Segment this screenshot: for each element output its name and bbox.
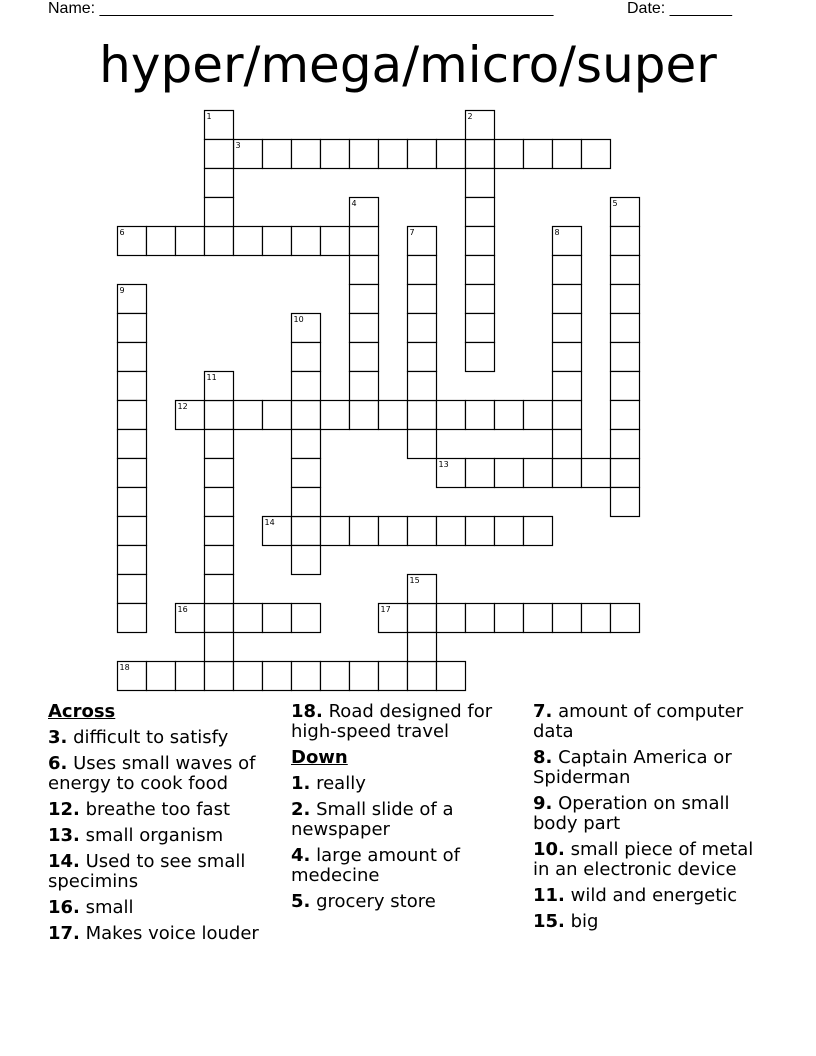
clue-number: 1. xyxy=(291,773,311,794)
grid-cell[interactable] xyxy=(582,140,611,169)
grid-cell[interactable] xyxy=(582,459,611,488)
clue-text: small xyxy=(79,897,134,918)
page-title: hyper/mega/micro/super xyxy=(99,36,717,94)
grid-cell[interactable] xyxy=(466,169,495,198)
grid-cell[interactable] xyxy=(466,111,495,140)
grid-cell[interactable] xyxy=(205,575,234,604)
name-field-label[interactable]: Name: ___________________________________________________ xyxy=(48,0,554,17)
grid-cell[interactable] xyxy=(118,662,147,691)
grid-cell[interactable] xyxy=(118,401,147,430)
grid-cell[interactable] xyxy=(408,633,437,662)
clue-number-label: 5 xyxy=(612,199,618,208)
grid-cell[interactable] xyxy=(118,488,147,517)
clue-number-label: 1 xyxy=(206,112,212,121)
clue-text: small piece of metal in an electronic device xyxy=(533,839,754,880)
clue-item xyxy=(291,702,511,742)
clue-number: 12. xyxy=(48,799,80,820)
grid-cell[interactable] xyxy=(466,140,495,169)
grid-cell[interactable] xyxy=(147,227,176,256)
grid-cell[interactable] xyxy=(205,604,234,633)
grid-cell[interactable] xyxy=(553,227,582,256)
clue-item xyxy=(533,702,773,742)
grid-cell[interactable] xyxy=(321,662,350,691)
grid-cell[interactable] xyxy=(466,256,495,285)
clue-text: Used to see small specimins xyxy=(48,851,246,892)
grid-cell[interactable] xyxy=(234,604,263,633)
grid-cell[interactable] xyxy=(379,662,408,691)
grid-cell[interactable] xyxy=(611,198,640,227)
clue-item xyxy=(533,840,773,880)
grid-cell[interactable] xyxy=(408,575,437,604)
grid-cell[interactable] xyxy=(495,140,524,169)
clue-number-label: 16 xyxy=(177,605,188,614)
grid-cell[interactable] xyxy=(350,285,379,314)
grid-cell[interactable] xyxy=(495,401,524,430)
clue-text: difficult to satisfy xyxy=(67,727,229,748)
grid-cell[interactable] xyxy=(408,256,437,285)
grid-cell[interactable] xyxy=(379,140,408,169)
clue-item xyxy=(533,886,773,906)
grid-cell[interactable] xyxy=(524,140,553,169)
grid-cell[interactable] xyxy=(437,459,466,488)
grid-cell[interactable] xyxy=(611,285,640,314)
grid-cell[interactable] xyxy=(408,662,437,691)
grid-cell[interactable] xyxy=(118,285,147,314)
clue-text: Operation on small body part xyxy=(533,793,730,834)
clue-number: 5. xyxy=(291,891,311,912)
grid-cell[interactable] xyxy=(118,546,147,575)
clue-text: breathe too fast xyxy=(79,799,231,820)
grid-cell[interactable] xyxy=(292,430,321,459)
grid-cell[interactable] xyxy=(205,459,234,488)
clue-text: Makes voice louder xyxy=(79,923,259,944)
grid-cell[interactable] xyxy=(408,430,437,459)
clue-number: 16. xyxy=(48,897,80,918)
clue-number-label: 13 xyxy=(438,460,449,469)
grid-cell[interactable] xyxy=(466,517,495,546)
clue-number-label: 7 xyxy=(409,228,415,237)
header-line xyxy=(48,0,748,20)
grid-cell[interactable] xyxy=(350,517,379,546)
grid-cell[interactable] xyxy=(205,633,234,662)
grid-cell[interactable] xyxy=(118,430,147,459)
grid-cell[interactable] xyxy=(118,343,147,372)
clue-number: 17. xyxy=(48,923,80,944)
clue-column-1 xyxy=(48,702,278,950)
grid-cell[interactable] xyxy=(263,140,292,169)
grid-cell[interactable] xyxy=(234,401,263,430)
grid-cell[interactable] xyxy=(118,372,147,401)
grid-cell[interactable] xyxy=(466,314,495,343)
clue-number-label: 12 xyxy=(177,402,188,411)
clue-number: 13. xyxy=(48,825,80,846)
grid-cell[interactable] xyxy=(611,459,640,488)
grid-cell[interactable] xyxy=(466,227,495,256)
grid-cell[interactable] xyxy=(379,517,408,546)
clue-number-label: 6 xyxy=(119,228,125,237)
grid-cell[interactable] xyxy=(408,227,437,256)
clue-text: Uses small waves of energy to cook food xyxy=(48,753,256,794)
grid-cell[interactable] xyxy=(553,285,582,314)
grid-cell[interactable] xyxy=(466,343,495,372)
grid-cell[interactable] xyxy=(553,430,582,459)
grid-cell[interactable] xyxy=(379,401,408,430)
grid-cell[interactable] xyxy=(350,140,379,169)
grid-cell[interactable] xyxy=(495,604,524,633)
clue-item xyxy=(291,800,511,840)
grid-cell[interactable] xyxy=(176,401,205,430)
grid-cell[interactable] xyxy=(263,401,292,430)
grid-cell[interactable] xyxy=(408,285,437,314)
clue-number: 7. xyxy=(533,701,553,722)
clue-number: 3. xyxy=(48,727,68,748)
grid-cell[interactable] xyxy=(118,314,147,343)
grid-cell[interactable] xyxy=(263,227,292,256)
clue-number-label: 18 xyxy=(119,663,130,672)
grid-cell[interactable] xyxy=(205,140,234,169)
grid-cell[interactable] xyxy=(495,459,524,488)
grid-cell[interactable] xyxy=(321,227,350,256)
grid-cell[interactable] xyxy=(553,343,582,372)
grid-cell[interactable] xyxy=(118,459,147,488)
grid-cell[interactable] xyxy=(292,662,321,691)
grid-cell[interactable] xyxy=(263,604,292,633)
clue-number-label: 4 xyxy=(351,199,357,208)
grid-cell[interactable] xyxy=(118,575,147,604)
grid-cell[interactable] xyxy=(292,488,321,517)
clue-number-label: 11 xyxy=(206,373,217,382)
grid-cell[interactable] xyxy=(611,343,640,372)
grid-cell[interactable] xyxy=(408,140,437,169)
across-heading: Across xyxy=(48,701,116,722)
grid-cell[interactable] xyxy=(553,372,582,401)
grid-cell[interactable] xyxy=(350,372,379,401)
grid-cell[interactable] xyxy=(292,401,321,430)
grid-cell[interactable] xyxy=(466,401,495,430)
clue-item xyxy=(48,924,278,944)
clue-item xyxy=(533,794,773,834)
date-field-label[interactable]: Date: _______ xyxy=(627,0,732,17)
clue-item xyxy=(48,800,278,820)
grid-cell[interactable] xyxy=(611,430,640,459)
grid-cell[interactable] xyxy=(524,517,553,546)
grid-cell[interactable] xyxy=(205,430,234,459)
grid-cell[interactable] xyxy=(466,459,495,488)
clue-number: 6. xyxy=(48,753,68,774)
clue-column-3 xyxy=(533,702,773,938)
grid-cell[interactable] xyxy=(524,401,553,430)
grid-cell[interactable] xyxy=(611,604,640,633)
grid-cell[interactable] xyxy=(350,662,379,691)
grid-cell[interactable] xyxy=(234,227,263,256)
clue-text: grocery store xyxy=(310,891,436,912)
clue-number-label: 3 xyxy=(235,141,241,150)
grid-cell[interactable] xyxy=(321,401,350,430)
clue-item xyxy=(48,728,278,748)
grid-cell[interactable] xyxy=(437,604,466,633)
clue-number: 15. xyxy=(533,911,565,932)
clue-text: Small slide of a newspaper xyxy=(291,799,454,840)
clue-number: 9. xyxy=(533,793,553,814)
clue-text: amount of computer data xyxy=(533,701,744,742)
grid-cell[interactable] xyxy=(408,517,437,546)
grid-cell[interactable] xyxy=(321,517,350,546)
grid-cell[interactable] xyxy=(553,604,582,633)
grid-cell[interactable] xyxy=(611,256,640,285)
clue-item xyxy=(291,846,511,886)
down-heading: Down xyxy=(291,747,348,768)
grid-cell[interactable] xyxy=(205,169,234,198)
clue-number-label: 8 xyxy=(554,228,560,237)
grid-cell[interactable] xyxy=(205,517,234,546)
grid-cell[interactable] xyxy=(408,372,437,401)
clue-number: 10. xyxy=(533,839,565,860)
grid-cell[interactable] xyxy=(205,546,234,575)
grid-cell[interactable] xyxy=(350,314,379,343)
grid-cell[interactable] xyxy=(234,140,263,169)
grid-cell[interactable] xyxy=(147,662,176,691)
grid-cell[interactable] xyxy=(205,401,234,430)
clue-text: large amount of medecine xyxy=(291,845,460,886)
grid-cell[interactable] xyxy=(263,517,292,546)
clue-number: 2. xyxy=(291,799,311,820)
grid-cell[interactable] xyxy=(176,604,205,633)
grid-cell[interactable] xyxy=(292,517,321,546)
clue-item xyxy=(48,754,278,794)
grid-cell[interactable] xyxy=(495,517,524,546)
clue-number-label: 10 xyxy=(293,315,304,324)
grid-cell[interactable] xyxy=(350,227,379,256)
grid-cell[interactable] xyxy=(205,227,234,256)
grid-cell[interactable] xyxy=(292,459,321,488)
clue-number-label: 17 xyxy=(380,605,391,614)
grid-cell[interactable] xyxy=(524,604,553,633)
grid-cell[interactable] xyxy=(582,604,611,633)
clue-item xyxy=(291,892,511,912)
grid-cell[interactable] xyxy=(263,662,292,691)
grid-cell[interactable] xyxy=(205,662,234,691)
grid-cell[interactable] xyxy=(350,256,379,285)
clue-number-label: 2 xyxy=(467,112,473,121)
clue-number-label: 9 xyxy=(119,286,125,295)
clue-text: big xyxy=(564,911,599,932)
clue-text: really xyxy=(310,773,366,794)
grid-cell[interactable] xyxy=(611,372,640,401)
grid-cell[interactable] xyxy=(205,198,234,227)
clue-column-2 xyxy=(291,702,511,918)
clue-item xyxy=(533,912,773,932)
grid-cell[interactable] xyxy=(292,604,321,633)
clue-number: 14. xyxy=(48,851,80,872)
grid-cell[interactable] xyxy=(321,140,350,169)
grid-cell[interactable] xyxy=(176,227,205,256)
clue-item xyxy=(48,826,278,846)
clue-text: Road designed for high-speed travel xyxy=(291,701,493,742)
grid-cell[interactable] xyxy=(466,285,495,314)
clue-number: 11. xyxy=(533,885,565,906)
clue-number-label: 15 xyxy=(409,576,420,585)
grid-cell[interactable] xyxy=(350,343,379,372)
grid-cell[interactable] xyxy=(437,517,466,546)
grid-cell[interactable] xyxy=(205,372,234,401)
grid-cell[interactable] xyxy=(176,662,205,691)
clue-number: 8. xyxy=(533,747,553,768)
grid-cell[interactable] xyxy=(553,314,582,343)
grid-cell[interactable] xyxy=(611,401,640,430)
grid-cell[interactable] xyxy=(292,227,321,256)
clue-item xyxy=(48,898,278,918)
clue-text: Captain America or Spiderman xyxy=(533,747,732,788)
grid-cell[interactable] xyxy=(553,401,582,430)
grid-cell[interactable] xyxy=(292,372,321,401)
clue-text: small organism xyxy=(79,825,224,846)
grid-cell[interactable] xyxy=(292,140,321,169)
grid-cell[interactable] xyxy=(611,488,640,517)
grid-cell[interactable] xyxy=(437,140,466,169)
clue-item xyxy=(291,774,511,794)
clue-text: wild and energetic xyxy=(564,885,738,906)
grid-cell[interactable] xyxy=(524,459,553,488)
grid-cell[interactable] xyxy=(292,314,321,343)
grid-cell[interactable] xyxy=(408,343,437,372)
clue-item xyxy=(533,748,773,788)
grid-cell[interactable] xyxy=(292,343,321,372)
grid-cell[interactable] xyxy=(408,314,437,343)
grid-cell[interactable] xyxy=(118,227,147,256)
grid-cell[interactable] xyxy=(350,401,379,430)
clue-number: 4. xyxy=(291,845,311,866)
grid-cell[interactable] xyxy=(408,401,437,430)
grid-cell[interactable] xyxy=(553,459,582,488)
grid-cell[interactable] xyxy=(205,111,234,140)
grid-cell[interactable] xyxy=(553,256,582,285)
clue-number: 18. xyxy=(291,701,323,722)
grid-cell[interactable] xyxy=(553,140,582,169)
grid-cell[interactable] xyxy=(205,488,234,517)
grid-cell[interactable] xyxy=(118,604,147,633)
grid-cell[interactable] xyxy=(466,604,495,633)
grid-cell[interactable] xyxy=(611,314,640,343)
grid-cell[interactable] xyxy=(234,662,263,691)
clue-number-label: 14 xyxy=(264,518,275,527)
clue-item xyxy=(48,852,278,892)
grid-cell[interactable] xyxy=(292,546,321,575)
grid-cell[interactable] xyxy=(350,198,379,227)
grid-cell[interactable] xyxy=(437,401,466,430)
grid-cell[interactable] xyxy=(611,227,640,256)
grid-cell[interactable] xyxy=(379,604,408,633)
grid-cell[interactable] xyxy=(466,198,495,227)
grid-cell[interactable] xyxy=(437,662,466,691)
grid-cell[interactable] xyxy=(118,517,147,546)
grid-cell[interactable] xyxy=(408,604,437,633)
